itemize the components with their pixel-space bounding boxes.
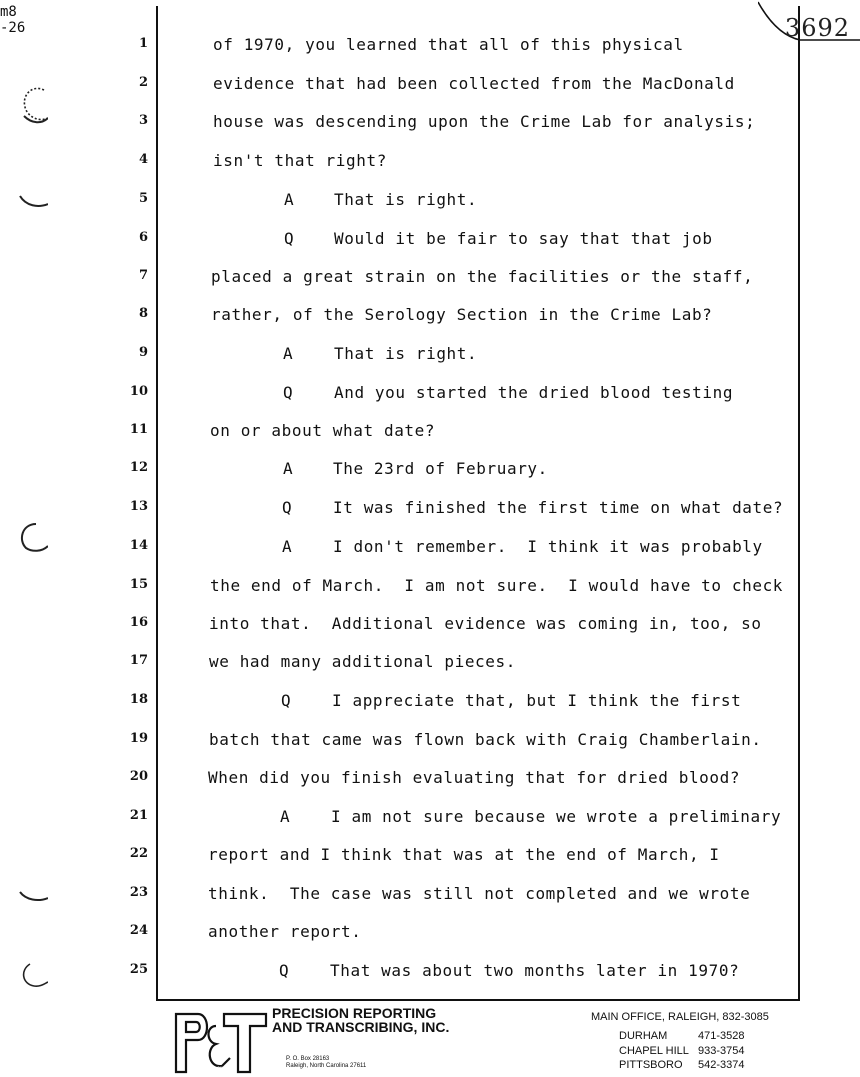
line-number: 7 xyxy=(138,268,148,283)
line-number: 1 xyxy=(138,36,148,51)
line-text: I don't remember. I think it was probably xyxy=(333,537,763,556)
branch-name: CHAPEL HILL xyxy=(619,1045,689,1057)
line-number: 15 xyxy=(129,577,148,592)
company-address xyxy=(286,1056,366,1070)
line-text: house was descending upon the Crime Lab for analysis; xyxy=(213,112,756,131)
company-line-2: AND TRANSCRIBING, INC. xyxy=(272,1019,450,1035)
line-number: 12 xyxy=(129,460,148,475)
line-text: I am not sure because we wrote a preliminary xyxy=(331,807,782,826)
line-text: the end of March. I am not sure. I would have to check xyxy=(210,576,784,595)
line-number: 5 xyxy=(138,191,148,206)
speaker-label: Q xyxy=(283,383,293,402)
speaker-label: Q xyxy=(282,498,292,517)
line-text: into that. Additional evidence was coming in, too, so xyxy=(209,614,762,633)
line-text: The 23rd of February. xyxy=(333,459,548,478)
binder-hole-mark xyxy=(14,884,48,906)
line-number: 17 xyxy=(129,653,148,668)
line-text: And you started the dried blood testing xyxy=(334,383,734,402)
speaker-label: A xyxy=(284,190,294,209)
line-text: isn't that right? xyxy=(213,151,387,170)
speaker-label: A xyxy=(283,344,293,363)
line-number: 13 xyxy=(129,499,148,514)
line-text: placed a great strain on the facilities or the staff, xyxy=(211,267,754,286)
company-line-1: PRECISION REPORTING xyxy=(272,1005,437,1021)
line-number: 24 xyxy=(129,923,148,938)
line-text: another report. xyxy=(208,922,362,941)
main-office: MAIN OFFICE, RALEIGH, 832-3085 xyxy=(591,1011,769,1023)
line-number: 8 xyxy=(138,306,148,321)
line-text: When did you finish evaluating that for dried blood? xyxy=(208,768,741,787)
line-number: 9 xyxy=(138,345,148,360)
line-number: 11 xyxy=(129,422,148,437)
line-text: batch that came was flown back with Craig Chamberlain. xyxy=(209,730,762,749)
line-text: we had many additional pieces. xyxy=(209,652,516,671)
binder-hole-mark xyxy=(14,190,48,212)
line-text: I appreciate that, but I think the first xyxy=(332,691,742,710)
line-text: report and I think that was at the end of March, I xyxy=(208,845,720,864)
binder-hole-mark xyxy=(14,960,48,992)
line-text: think. The case was still not completed and we wrote xyxy=(208,884,751,903)
branch-phone: 471-3528 xyxy=(698,1030,745,1042)
line-text: That was about two months later in 1970? xyxy=(330,961,740,980)
line-number: 4 xyxy=(138,152,148,167)
line-number: 18 xyxy=(129,692,148,707)
line-number: 16 xyxy=(129,615,148,630)
line-number: 21 xyxy=(129,808,148,823)
company-logo xyxy=(172,1006,270,1074)
margin-note-second: -26 xyxy=(0,20,26,36)
line-text: That is right. xyxy=(334,344,478,363)
speaker-label: A xyxy=(282,537,292,556)
line-text: rather, of the Serology Section in the Crime Lab? xyxy=(211,305,713,324)
address-line-1: P. O. Box 28163 xyxy=(286,1056,330,1062)
line-number: 19 xyxy=(129,731,148,746)
branch-name: PITTSBORO xyxy=(619,1059,683,1071)
line-number: 10 xyxy=(129,384,148,399)
line-number: 25 xyxy=(129,962,148,977)
line-text: on or about what date? xyxy=(210,421,436,440)
branch-name: DURHAM xyxy=(619,1030,668,1042)
company-name xyxy=(272,1006,449,1034)
line-number: 23 xyxy=(129,885,148,900)
line-text: evidence that had been collected from the MacDonald xyxy=(213,74,735,93)
speaker-label: Q xyxy=(279,961,289,980)
binder-hole-mark xyxy=(14,84,48,126)
branch-phone: 542-3374 xyxy=(698,1059,745,1071)
binder-hole-mark xyxy=(14,520,48,556)
speaker-label: A xyxy=(280,807,290,826)
speaker-label: Q xyxy=(284,229,294,248)
line-number: 2 xyxy=(138,75,148,90)
logo-text: P&T xyxy=(217,1066,225,1071)
line-number: 14 xyxy=(129,538,148,553)
margin-note-top: m8 xyxy=(0,4,17,20)
speaker-label: A xyxy=(283,459,293,478)
line-number: 20 xyxy=(129,769,148,784)
speaker-label: Q xyxy=(281,691,291,710)
line-number: 6 xyxy=(138,230,148,245)
line-number: 22 xyxy=(129,846,148,861)
page-number: 3692 xyxy=(784,14,850,42)
line-text: Would it be fair to say that that job xyxy=(334,229,713,248)
line-text: of 1970, you learned that all of this physical xyxy=(213,35,684,54)
address-line-2: Raleigh, North Carolina 27611 xyxy=(286,1063,367,1069)
line-text: That is right. xyxy=(334,190,478,209)
line-number: 3 xyxy=(138,113,148,128)
line-text: It was finished the first time on what date? xyxy=(333,498,784,517)
branch-phone: 933-3754 xyxy=(698,1045,745,1057)
